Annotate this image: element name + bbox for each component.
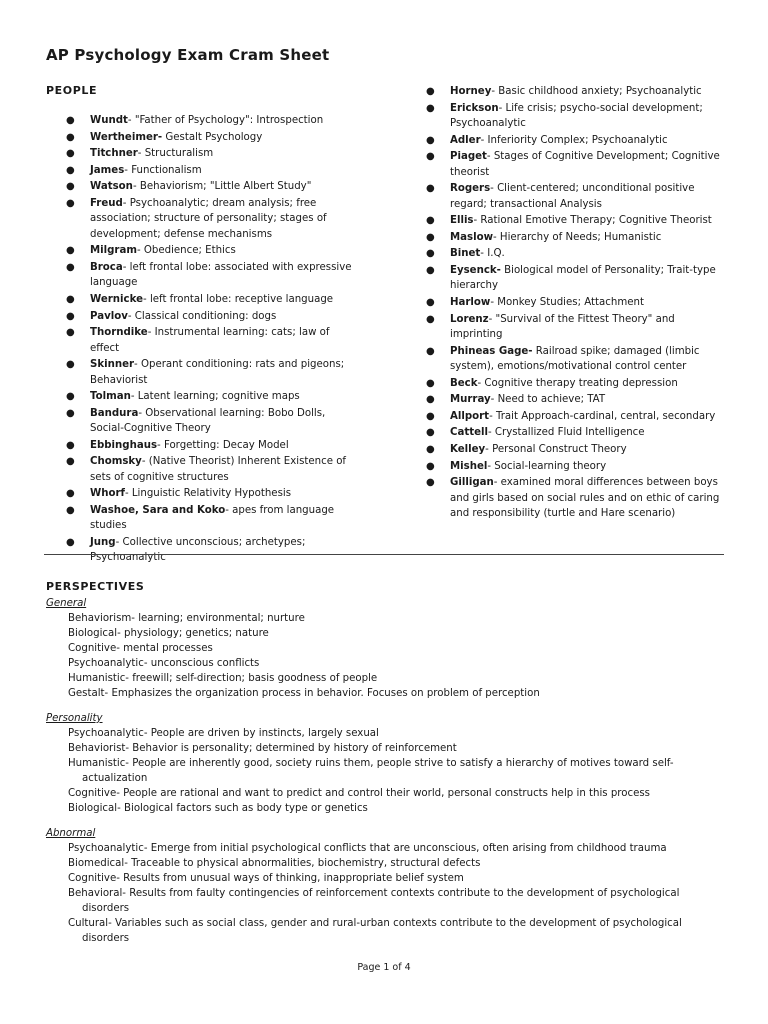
bullet-icon: ● xyxy=(426,215,435,227)
bullet-icon: ● xyxy=(426,427,435,439)
person-description: Psychoanalytic; dream analysis; free association; structure of personality; stages of development; defense mechanisms xyxy=(90,197,327,240)
person-item xyxy=(60,389,360,404)
bullet-icon: ● xyxy=(66,327,75,339)
person-name: Bandura xyxy=(90,407,139,419)
person-separator: - xyxy=(473,215,481,227)
person-item xyxy=(420,149,720,180)
person-name: Phineas Gage- xyxy=(450,345,533,357)
person-item xyxy=(420,295,720,310)
person-description: Rational Emotive Therapy; Cognitive Theorist xyxy=(480,215,712,227)
person-separator: - xyxy=(487,427,495,439)
bullet-icon: ● xyxy=(66,164,75,176)
bullet-icon: ● xyxy=(426,134,435,146)
person-description: Behaviorism; "Little Albert Study" xyxy=(139,181,312,193)
person-separator: - xyxy=(122,197,130,209)
person-description: "Father of Psychology": Introspection xyxy=(134,115,324,126)
person-item xyxy=(60,406,360,437)
person-description: "Survival of the Fittest Theory" and imprinting xyxy=(450,313,675,340)
section-title: General xyxy=(46,598,87,609)
person-name: Ebbinghaus xyxy=(90,439,158,451)
person-name: Wundt xyxy=(90,115,128,126)
person-separator: - xyxy=(147,327,155,339)
person-item xyxy=(60,163,360,178)
person-description: Linguistic Relativity Hypothesis xyxy=(131,488,292,500)
person-name: Whorf xyxy=(90,488,125,500)
bullet-icon: ● xyxy=(426,410,435,422)
perspective-item: Humanistic- freewill; self-direction; basis goodness of people xyxy=(68,673,378,684)
person-name: Beck xyxy=(450,377,478,389)
person-name: Mishel xyxy=(450,460,488,472)
person-name: Erickson xyxy=(450,102,499,114)
perspective-item: Psychoanalytic- People are driven by instincts, largely sexual xyxy=(68,728,379,739)
person-item xyxy=(60,130,360,145)
person-item xyxy=(60,179,360,194)
bullet-icon: ● xyxy=(66,181,75,193)
person-item xyxy=(60,535,360,566)
person-name: James xyxy=(90,164,125,176)
person-description: left frontal lobe: receptive language xyxy=(149,293,334,305)
person-name: Chomsky xyxy=(90,456,142,468)
person-name: Washoe, Sara and Koko xyxy=(90,504,226,516)
page-footer: Page 1 of 4 xyxy=(357,962,411,973)
bullet-icon: ● xyxy=(426,231,435,243)
person-item xyxy=(60,113,360,128)
person-description: Basic childhood anxiety; Psychoanalytic xyxy=(498,86,702,97)
person-item xyxy=(420,133,720,148)
person-name: Kelley xyxy=(450,443,486,455)
person-separator: - xyxy=(130,391,138,403)
bullet-icon: ● xyxy=(66,359,75,371)
person-name: Freud xyxy=(90,197,123,209)
person-item xyxy=(60,196,360,242)
person-name: Broca xyxy=(90,261,123,273)
bullet-icon: ● xyxy=(66,536,75,548)
person-separator: - xyxy=(480,248,488,260)
person-item xyxy=(420,312,720,343)
person-description: left frontal lobe: associated with expressive language xyxy=(90,261,352,289)
person-item xyxy=(420,84,720,99)
person-separator: - xyxy=(491,86,499,97)
person-separator: - xyxy=(498,102,506,114)
person-separator: - xyxy=(124,164,132,176)
person-separator: - xyxy=(134,359,141,371)
perspective-item: Biological- physiology; genetics; nature xyxy=(68,628,269,639)
person-item xyxy=(60,438,360,453)
person-separator: - xyxy=(487,460,495,472)
bullet-icon: ● xyxy=(66,456,75,468)
person-description: Classical conditioning: dogs xyxy=(134,310,277,322)
person-description: Stages of Cognitive Development; Cognitive theorist xyxy=(450,151,720,178)
person-item xyxy=(420,246,720,261)
person-item xyxy=(420,442,720,457)
perspective-item: Cultural- Variables such as social class, gender and rural-urban contexts contribute to the development of psychological disorders xyxy=(68,918,682,944)
person-description: Collective unconscious; archetypes; Psychoanalytic xyxy=(90,536,306,564)
bullet-icon: ● xyxy=(66,245,75,257)
perspective-item: Biological- Biological factors such as body type or genetics xyxy=(68,803,368,814)
person-separator: - xyxy=(138,407,146,419)
bullet-icon: ● xyxy=(66,488,75,500)
person-item xyxy=(420,263,720,294)
person-description: Latent learning; cognitive maps xyxy=(137,391,300,403)
bullet-icon: ● xyxy=(426,86,435,97)
section-items xyxy=(46,726,706,816)
person-name: Titchner xyxy=(90,148,138,160)
person-separator: - xyxy=(115,536,123,548)
person-name: Pavlov xyxy=(90,310,128,322)
section-title: Abnormal xyxy=(46,828,96,839)
person-separator: - xyxy=(136,245,144,257)
person-name: Wertheimer- xyxy=(90,131,163,143)
person-separator: - xyxy=(488,313,496,325)
person-separator: - xyxy=(127,310,135,322)
bullet-icon: ● xyxy=(426,102,435,114)
person-item xyxy=(420,425,720,440)
person-description: Crystallized Fluid Intelligence xyxy=(494,427,645,439)
person-description: Client-centered; unconditional positive regard; transactional Analysis xyxy=(450,183,695,210)
perspective-item: Cognitive- mental processes xyxy=(68,643,213,654)
perspective-section xyxy=(46,826,706,946)
person-description: Need to achieve; TAT xyxy=(497,394,606,406)
person-description: Instrumental learning: cats; law of effect xyxy=(90,327,330,354)
person-name: Murray xyxy=(450,394,491,406)
bullet-icon: ● xyxy=(426,296,435,308)
person-separator: - xyxy=(486,151,494,163)
person-name: Eysenck- xyxy=(450,264,501,276)
person-separator: - xyxy=(124,488,132,500)
person-name: Jung xyxy=(90,536,116,548)
person-description: apes from language studies xyxy=(90,504,335,532)
bullet-icon: ● xyxy=(426,345,435,357)
person-name: Gilligan xyxy=(450,477,494,489)
person-name: Cattell xyxy=(450,427,488,439)
perspective-section xyxy=(46,596,706,701)
person-item xyxy=(420,409,720,424)
section-items xyxy=(46,611,706,701)
person-item xyxy=(60,146,360,161)
people-list-right xyxy=(420,84,720,523)
bullet-icon: ● xyxy=(426,477,435,489)
person-item xyxy=(420,230,720,245)
person-description: Forgetting: Decay Model xyxy=(163,439,289,451)
person-separator: - xyxy=(477,377,485,389)
section-items xyxy=(46,841,706,946)
person-separator: - xyxy=(225,504,233,516)
person-item xyxy=(420,213,720,228)
person-item xyxy=(60,260,360,291)
perspective-sections xyxy=(46,596,706,956)
person-item xyxy=(420,376,720,391)
person-description: Railroad spike; damaged (limbic system), emotions/motivational control center xyxy=(450,345,700,372)
bullet-icon: ● xyxy=(426,443,435,455)
person-separator: - xyxy=(480,134,488,146)
perspectives-heading: PERSPECTIVES xyxy=(46,580,145,593)
person-item xyxy=(60,292,360,307)
person-name: Rogers xyxy=(450,183,491,195)
person-description: Functionalism xyxy=(131,164,202,176)
person-name: Harlow xyxy=(450,296,491,308)
person-name: Milgram xyxy=(90,245,137,257)
person-description: Trait Approach-cardinal, central, secondary xyxy=(495,410,716,422)
person-name: Allport xyxy=(450,410,490,422)
person-description: Hierarchy of Needs; Humanistic xyxy=(499,231,662,243)
person-name: Piaget xyxy=(450,151,487,163)
bullet-icon: ● xyxy=(66,504,75,516)
person-item xyxy=(420,459,720,474)
person-separator: - xyxy=(127,115,135,126)
person-description: (Native Theorist) Inherent Existence of sets of cognitive structures xyxy=(90,456,347,483)
bullet-icon: ● xyxy=(66,310,75,322)
person-name: Watson xyxy=(90,181,133,193)
section-title: Personality xyxy=(46,713,103,724)
person-separator: - xyxy=(490,296,498,308)
person-separator: - xyxy=(485,443,493,455)
person-description: Biological model of Personality; Trait-type hierarchy xyxy=(450,264,716,292)
bullet-icon: ● xyxy=(66,293,75,305)
bullet-icon: ● xyxy=(426,460,435,472)
bullet-icon: ● xyxy=(66,439,75,451)
people-heading: PEOPLE xyxy=(46,84,98,97)
document-title: AP Psychology Exam Cram Sheet xyxy=(46,46,330,64)
person-item xyxy=(60,503,360,534)
bullet-icon: ● xyxy=(426,151,435,163)
section-divider xyxy=(44,554,724,555)
person-description: Structuralism xyxy=(144,148,214,160)
perspective-item: Psychoanalytic- Emerge from initial psychological conflicts that are unconscious, often arising from childhood trauma xyxy=(68,843,667,854)
bullet-icon: ● xyxy=(66,131,75,143)
bullet-icon: ● xyxy=(66,197,75,209)
person-description: Observational learning: Bobo Dolls, Social-Cognitive Theory xyxy=(90,407,326,435)
people-list-left xyxy=(60,113,360,567)
person-name: Adler xyxy=(450,134,481,146)
person-name: Ellis xyxy=(450,215,474,227)
person-description: I.Q. xyxy=(487,248,505,260)
person-separator: - xyxy=(122,261,130,273)
person-item xyxy=(60,309,360,324)
person-item xyxy=(420,101,720,132)
person-item xyxy=(420,392,720,407)
person-description: Gestalt Psychology xyxy=(165,131,263,143)
person-item xyxy=(60,325,360,356)
person-separator: - xyxy=(137,148,145,160)
person-separator: - xyxy=(157,439,164,451)
bullet-icon: ● xyxy=(426,183,435,195)
bullet-icon: ● xyxy=(426,264,435,276)
bullet-icon: ● xyxy=(426,394,435,406)
person-name: Lorenz xyxy=(450,313,489,325)
perspective-item: Humanistic- People are inherently good, society ruins them, people strive to satisfy a hierarchy of motives toward self-actualization xyxy=(68,758,674,784)
person-separator: - xyxy=(490,394,498,406)
person-name: Horney xyxy=(450,86,492,97)
bullet-icon: ● xyxy=(426,248,435,260)
person-description: Cognitive therapy treating depression xyxy=(484,377,678,389)
person-separator: - xyxy=(493,477,501,489)
person-separator: - xyxy=(492,231,500,243)
person-name: Wernicke xyxy=(90,293,144,305)
person-description: examined moral differences between boys and girls based on social rules and on ethic of caring and responsibility (turtle and Hare scenario) xyxy=(450,477,720,519)
perspective-item: Behaviorism- learning; environmental; nurture xyxy=(68,613,305,624)
person-item xyxy=(60,243,360,258)
person-description: Life crisis; psycho-social development; Psychoanalytic xyxy=(450,102,703,129)
person-item xyxy=(420,475,720,521)
person-name: Skinner xyxy=(90,359,135,371)
person-item xyxy=(60,454,360,485)
person-separator: - xyxy=(141,456,149,468)
person-separator: - xyxy=(132,181,140,193)
bullet-icon: ● xyxy=(66,407,75,419)
person-item xyxy=(60,357,360,388)
person-description: Operant conditioning: rats and pigeons; Behaviorist xyxy=(90,359,345,386)
bullet-icon: ● xyxy=(66,115,75,126)
person-separator: - xyxy=(489,410,496,422)
person-name: Tolman xyxy=(90,391,131,403)
person-name: Binet xyxy=(450,248,481,260)
bullet-icon: ● xyxy=(66,148,75,160)
perspective-item: Behavioral- Results from faulty contingencies of reinforcement contexts contribute to the development of psychological disorders xyxy=(68,888,680,914)
perspective-item: Gestalt- Emphasizes the organization process in behavior. Focuses on problem of perception xyxy=(68,688,540,699)
bullet-icon: ● xyxy=(426,313,435,325)
perspective-item: Biomedical- Traceable to physical abnormalities, biochemistry, structural defects xyxy=(68,858,481,869)
person-name: Maslow xyxy=(450,231,493,243)
person-item xyxy=(60,486,360,501)
bullet-icon: ● xyxy=(66,261,75,273)
person-item xyxy=(420,344,720,375)
bullet-icon: ● xyxy=(66,391,75,403)
person-description: Monkey Studies; Attachment xyxy=(497,296,644,308)
perspective-section xyxy=(46,711,706,816)
perspective-item: Psychoanalytic- unconscious conflicts xyxy=(68,658,260,669)
bullet-icon: ● xyxy=(426,377,435,389)
perspective-item: Behaviorist- Behavior is personality; determined by history of reinforcement xyxy=(68,743,457,754)
perspective-item: Cognitive- People are rational and want to predict and control their world, personal constructs help in this process xyxy=(68,788,650,799)
person-description: Obedience; Ethics xyxy=(143,245,236,257)
person-separator: - xyxy=(143,293,150,305)
perspective-item: Cognitive- Results from unusual ways of thinking, inappropriate belief system xyxy=(68,873,464,884)
person-description: Inferiority Complex; Psychoanalytic xyxy=(487,134,668,146)
person-description: Personal Construct Theory xyxy=(492,443,627,455)
person-separator: - xyxy=(490,183,498,195)
person-name: Thorndike xyxy=(90,327,148,339)
person-description: Social-learning theory xyxy=(494,460,607,472)
person-item xyxy=(420,181,720,212)
